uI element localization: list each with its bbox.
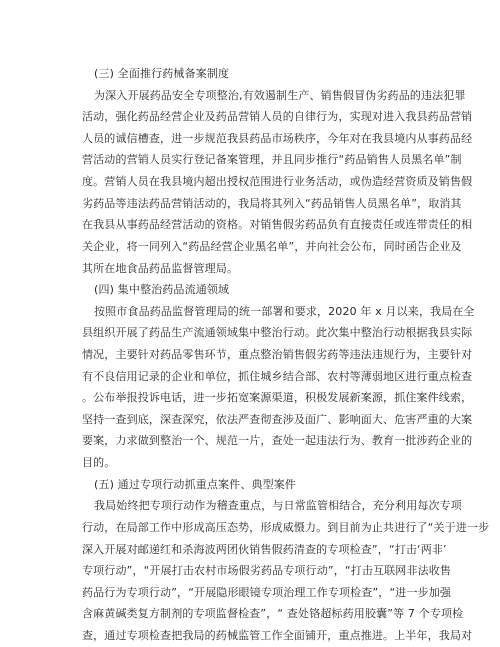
paragraph-line: 按照市食品药品监督管理局的统一部署和要求，2020 年 x 月以来，我局在全: [94, 304, 475, 318]
paragraph-line: 药品行为专项行动”，“开展隐形眼镜专项治理工作专项检查”，“进一步加强: [82, 585, 452, 599]
paragraph-line: 活动，强化药品经营企业及药品营销人员的自律行为，实现对进入我县药品营销: [82, 110, 473, 124]
section-heading: (五) 通过专项行动抓重点案件、典型案件: [94, 477, 297, 491]
paragraph-line: 专项行动”，“开展打击农村市场假劣药品专项行动”，“打击互联网非法收售: [82, 564, 452, 578]
paragraph-line: 度。营销人员在我县境内超出授权范围进行业务活动，或伪造经营资质及销售假: [82, 175, 473, 189]
paragraph-line: 人员的诚信槽查，进一步规范我县药品市场秩序，今年对在我县境内从事药品经: [82, 131, 473, 145]
paragraph-line: 情况，主要针对药品零售环节，重点整治销售假劣药等违法违规行为，主要针对: [82, 348, 473, 361]
paragraph-line: 目的。: [82, 456, 116, 470]
paragraph-line: 关企业，将一同列入“药品经营企业黑名单”，并向社会公布，同时函告企业及: [82, 239, 462, 253]
paragraph-line: 县组织开展了药品生产流通领域集中整治行动。此次集中整治行动根据我县实际: [82, 326, 473, 340]
paragraph-line: 其所在地食品药品监督管理局。: [82, 261, 239, 275]
paragraph-line: 有不良信用记录的企业和单位，抓住城乡结合部、农村等薄弱地区进行重点检查: [82, 369, 473, 383]
paragraph-line: 为深入开展药品安全专项整治,有效遏制生产、销售假冒伪劣药品的违法犯罪: [94, 88, 466, 102]
paragraph-line: 劣药品等违法药品营销活动的，我局将其列入“药品销售人员黑名单”，取消其: [82, 196, 462, 210]
paragraph-line: 我局始终把专项行动作为稽查重点，与日常监管相结合，充分利用每次专项: [94, 499, 462, 513]
paragraph-line: 含麻黄碱类复方制剂的专项监督检查”，“ 查处铬超标药用胶囊”等 7 个专项检: [82, 607, 464, 621]
paragraph-line: 要案，力求做到整治一个、规范一片，查处一起违法行为、教育一批涉药企业的: [82, 434, 473, 448]
section-heading: (四) 集中整治药品流通领域: [94, 283, 230, 297]
paragraph-line: 查，通过专项检查把我局的药械监管工作全面铺开，重点推进。上半年，我局对: [82, 629, 473, 642]
paragraph-line: 行动，在局部工作中形成高压态势，形成威慑力。到目前为止共进行了“关于进一步: [82, 520, 490, 534]
paragraph-line: 坚持一查到底，深查深究，依法严查彻查涉及面广、影响面大、危害严重的大案: [82, 412, 473, 426]
paragraph-line: 在我县从事药品经营活动的资格。对销售假劣药品负有直接责任或连带责任的相: [82, 218, 473, 232]
paragraph-line: 。公布举报投诉电话，进一步拓宽案源渠道，积极发展新案源，抓住案件线索，: [82, 391, 473, 405]
section-heading: (三) 全面推行药械备案制度: [94, 67, 230, 80]
paragraph-line: 营活动的营销人员实行登记备案管理，并且同步推行“药品销售人员黑名单”制: [82, 153, 462, 167]
paragraph-line: 深入开展对邮递红和杀海波两团伙销售假药清查的专项检查”，“打击‘两非’: [82, 542, 447, 556]
